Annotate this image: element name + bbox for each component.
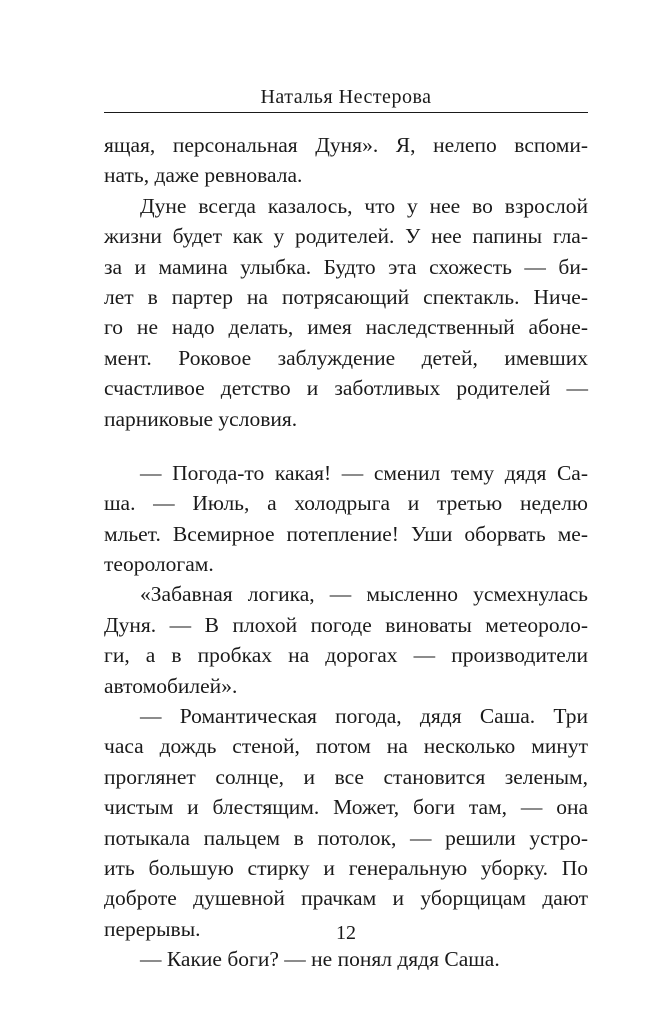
- text-line: чистым и блестящим. Может, боги там, — она: [104, 795, 588, 820]
- text-line: — Погода-то какая! — сменил тему дядя Са-: [140, 460, 588, 485]
- text-line: — Какие боги? — не понял дядя Саша.: [140, 947, 500, 972]
- text-line: доброте душевной прачкам и уборщицам дают: [104, 886, 588, 911]
- text-line: «Забавная логика, — мысленно усмехнулась: [140, 582, 588, 607]
- text-line: Дуня. — В плохой погоде виноваты метеороло-: [104, 612, 588, 637]
- text-line: ги, а в пробках на дорогах — производители: [104, 643, 588, 668]
- text-line: ша. — Июль, а холодрыга и третью неделю: [104, 491, 588, 516]
- text-line: теорологам.: [104, 552, 214, 577]
- text-line: автомобилей».: [104, 673, 238, 698]
- section-break: [104, 434, 588, 458]
- text-line: счастливое детство и заботливых родителей —: [104, 376, 588, 401]
- text-line: перерывы.: [104, 916, 201, 941]
- page-number: 12: [336, 922, 356, 944]
- header-rule: [104, 112, 588, 113]
- text-line: ить большую стирку и генеральную уборку. По: [104, 855, 588, 880]
- text-line: Дуне всегда казалось, что у нее во взрослой: [140, 193, 588, 218]
- text-line: часа дождь стеной, потом на несколько минут: [104, 734, 588, 759]
- body-text: [104, 130, 588, 975]
- text-line: — Романтическая погода, дядя Саша. Три: [140, 704, 588, 729]
- text-line: ящая, персональная Дуня». Я, нелепо вспоми-: [104, 133, 588, 157]
- text-line: нать, даже ревновала.: [104, 163, 303, 188]
- text-line: за и мамина улыбка. Будто эта схожесть — би-: [104, 254, 588, 279]
- text-line: го не надо делать, имея наследственный абоне-: [104, 315, 588, 340]
- text-line: потыкала пальцем в потолок, — решили устро-: [104, 825, 588, 850]
- text-line: парниковые условия.: [104, 406, 298, 431]
- text-line: мльет. Всемирное потепление! Уши оборвать ме-: [104, 521, 588, 546]
- text-line: мент. Роковое заблуждение детей, имевших: [104, 345, 588, 370]
- text-line: лет в партер на потрясающий спектакль. Ниче-: [104, 284, 588, 309]
- running-head-author: Наталья Нестерова: [260, 86, 432, 108]
- text-line: жизни будет как у родителей. У нее папины гла-: [104, 224, 588, 249]
- text-line: проглянет солнце, и все становится зеленым,: [104, 764, 588, 789]
